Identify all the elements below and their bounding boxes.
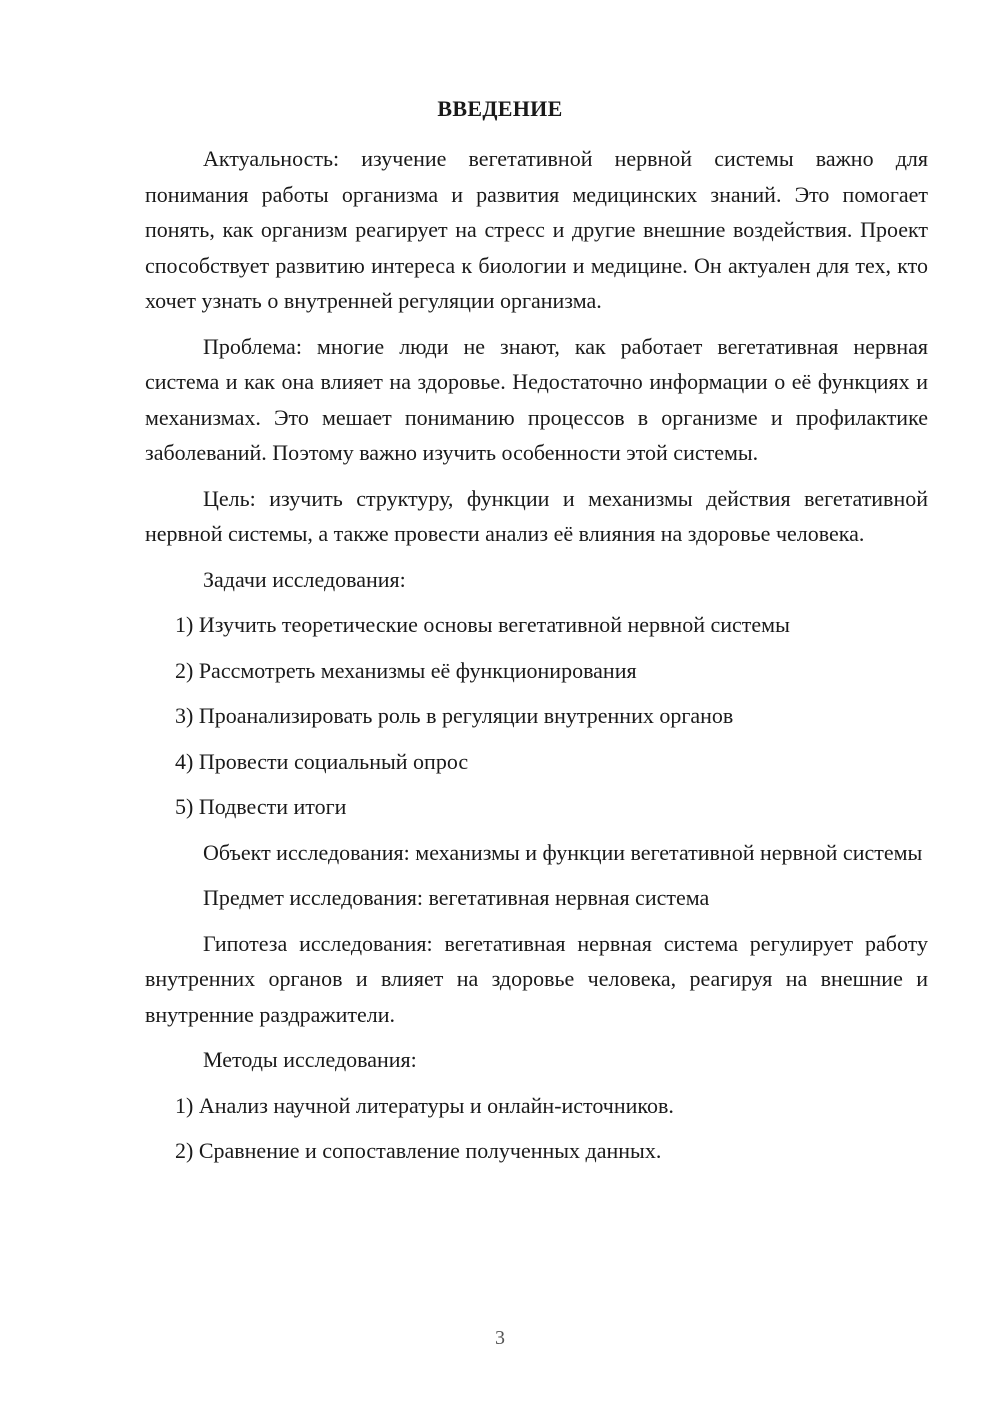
tasks-heading: Задачи исследования: <box>203 566 406 592</box>
paragraph-relevance: Актуальность: изучение вегетативной нервной системы важно для понимания работы организма и развития медицинских знаний. Это помогает понять, как организм реагирует на стресс и другие внешние воздействия. Проект способствует развитию интереса к биологии и медицине. Он актуален для тех, кто хочет узнать о внутренней регуляции организма. <box>145 146 928 313</box>
tasks-list <box>145 607 928 835</box>
list-item-task-4: 4) Провести социальный опрос <box>175 748 469 774</box>
list-item-task-1: 1) Изучить теоретические основы вегетативной нервной системы <box>175 612 790 637</box>
list-item-task-5: 5) Подвести итоги <box>175 794 347 819</box>
page-title: ВВЕДЕНИЕ <box>437 96 563 121</box>
list-item-task-2: 2) Рассмотреть механизмы её функционирования <box>175 657 637 683</box>
list-item-task-3: 3) Проанализировать роль в регуляции внутренних органов <box>175 703 734 728</box>
methods-heading: Методы исследования: <box>203 1047 417 1072</box>
list-item-method-1: 1) Анализ научной литературы и онлайн-источников. <box>175 1092 674 1118</box>
paragraph-subject: Предмет исследования: вегетативная нервная система <box>203 885 710 910</box>
page-number: 3 <box>495 1327 505 1349</box>
paragraph-goal: Цель: изучить структуру, функции и механизмы действия вегетативной нервной системы, а также провести анализ её влияния на здоровье человека. <box>145 485 928 546</box>
list-item-method-2: 2) Сравнение и сопоставление полученных данных. <box>175 1138 662 1163</box>
page-content <box>145 141 928 1179</box>
methods-list <box>145 1088 928 1179</box>
paragraph-problem: Проблема: многие люди не знают, как работает вегетативная нервная система и как она влияет на здоровье. Недостаточно информации о её функциях и механизмах. Это мешает пониманию процессов в организме и профилактике заболеваний. Поэтому важно изучить особенности этой системы. <box>145 333 928 465</box>
paragraph-object: Объект исследования: механизмы и функции вегетативной нервной системы <box>203 839 923 865</box>
paragraph-hypothesis: Гипотеза исследования: вегетативная нервная система регулирует работу внутренних органов и влияет на здоровье человека, реагируя на внешние и внутренние раздражители. <box>145 930 928 1027</box>
